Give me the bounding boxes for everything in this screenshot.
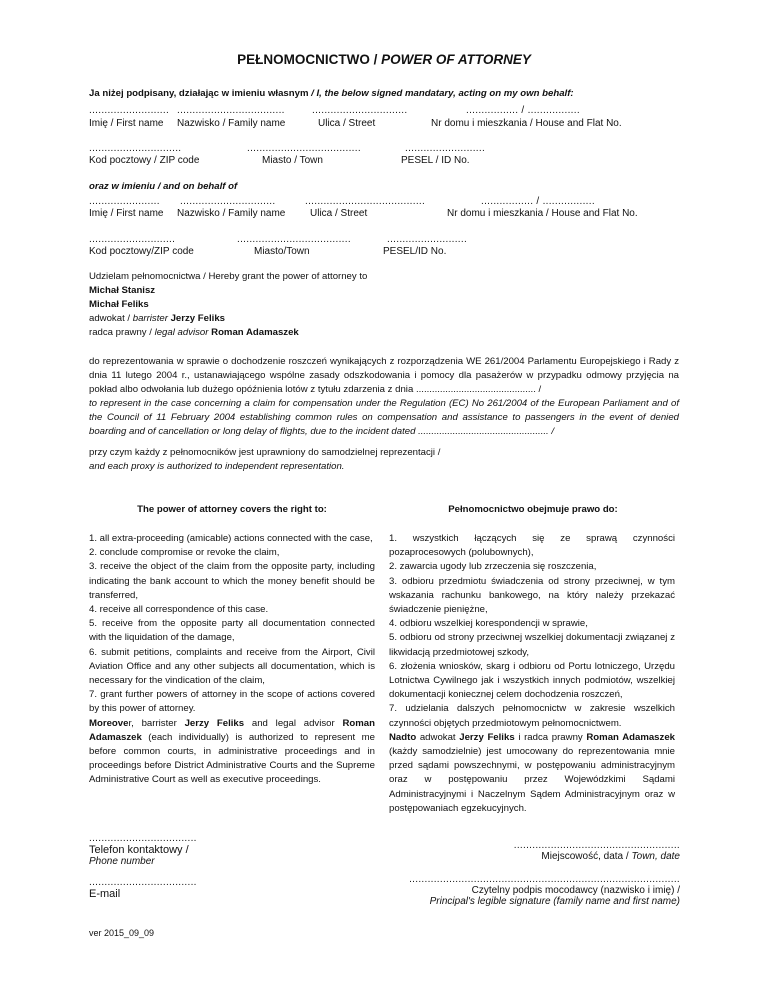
email-block [89, 877, 197, 900]
email-field[interactable]: ................................... [89, 877, 197, 888]
behalf-family-name-label: Nazwisko / Family name [177, 208, 286, 219]
legal-advisor-line: radca prawny / legal advisor Roman Adamaszek [89, 327, 299, 338]
title-english: POWER OF ATTORNEY [381, 52, 531, 67]
family-name-field[interactable]: ................................... [177, 105, 285, 116]
place-date-label: Miejscowość, data / Town, date [541, 851, 680, 862]
email-label: E-mail [89, 888, 121, 900]
behalf-pesel-label: PESEL/ID No. [383, 246, 447, 257]
first-name-field[interactable]: .......................... [89, 105, 170, 116]
proxy-name: Michał Feliks [89, 299, 149, 310]
phone-label-english: Phone number [89, 856, 155, 867]
list-item: 4. receive all correspondence of this case. [89, 604, 269, 616]
phone-block [89, 833, 197, 867]
behalf-first-name-label: Imię / First name [89, 208, 164, 219]
list-item: 3. odbioru przedmiotu świadczenia od strony przeciwnej, w tym wskazania rachunku bankowego, na który należy przekazać świadczenie pieniężne, [389, 575, 675, 616]
representation-paragraph [89, 355, 679, 439]
pesel-field[interactable]: .......................... [405, 143, 486, 154]
first-name-label: Imię / First name [89, 118, 164, 129]
list-item: 6. złożenia wniosków, skarg i odbioru od Portu lotniczego, Urzędu Lotnictwa Cywilnego jak i wszystkich innych podmiotów, wszelkiej dokumentacji koniecznej celem dochodzenia roszczeń, [389, 660, 675, 701]
phone-label: Telefon kontaktowy / [89, 844, 189, 856]
signature-block [400, 874, 680, 907]
representation-polish: do reprezentowania w sprawie o dochodzenie roszczeń wynikających z rozporządzenia WE 261/2004 Parlamentu Europejskiego i Rady z dnia 11 lutego 2004 r., ustanawiającego wspólne zasady odszkodowania i pomocy dla pasażerów w przypadku odmowy przyjęcia na pokład albo odwołania lub dużego opóźnienia lotów z tytułu zdarzenia z dnia ............................................. / [89, 356, 679, 395]
behalf-first-name-field[interactable]: ....................... [89, 196, 160, 207]
behalf-street-label: Ulica / Street [310, 208, 368, 219]
behalf-street-field[interactable]: ....................................... [305, 196, 426, 207]
signature-label: Czytelny podpis mocodawcy (nazwisko i imię) / [471, 885, 680, 896]
list-item: 7. udzielania dalszych pełnomocnictw w zakresie wszelkich czynności objętych przedmiotowym pełnomocnictwem. [389, 703, 675, 729]
list-item: 3. receive the object of the claim from the opposite party, including indicating the bank account to which the money benefit should be transferred, [89, 561, 375, 601]
list-item: 5. odbioru od strony przeciwnej wszelkiej dokumentacji związanej z likwidacją przedmiotowej szkody, [389, 632, 675, 658]
family-name-label: Nazwisko / Family name [177, 118, 286, 129]
independent-representation: przy czym każdy z pełnomocników jest uprawniony do samodzielnej reprezentacji / and each proxy is authorized to independent representation. [89, 447, 441, 472]
title-polish: PEŁNOMOCNICTWO / [237, 52, 382, 67]
place-date-block [470, 840, 680, 862]
scope-heading-polish: Pełnomocnictwo obejmuje prawo do: [448, 504, 618, 515]
pesel-label: PESEL / ID No. [401, 155, 470, 166]
signature-field[interactable]: ........................................................................................ [409, 874, 680, 885]
scope-polish-list [389, 532, 675, 816]
street-label: Ulica / Street [318, 118, 376, 129]
house-flat-field[interactable]: ................. / ................. [466, 105, 580, 116]
behalf-zip-field[interactable]: ............................ [89, 234, 176, 245]
list-item: 1. all extra-proceeding (amicable) actions connected with the case, [89, 533, 373, 544]
grant-block [89, 270, 679, 340]
behalf-zip-label: Kod pocztowy/ZIP code [89, 246, 194, 257]
behalf-house-flat-label: Nr domu i mieszkania / House and Flat No. [447, 208, 638, 219]
behalf-house-flat-field[interactable]: ................. / ................. [481, 196, 595, 207]
intro-line: Ja niżej podpisany, działając w imieniu własnym / I, the below signed mandatary, acting on my own behalf: [89, 88, 574, 99]
phone-field[interactable]: ................................... [89, 833, 197, 844]
list-item: 6. submit petitions, complaints and receive from the Airport, Civil Aviation Office and any other subjects all documentation, which is necessary for the vindication of the claim, [89, 646, 375, 687]
place-date-field[interactable]: ...................................................... [513, 840, 680, 851]
list-item: 2. zawarcia ugody lub zrzeczenia się roszczenia, [389, 561, 597, 573]
house-flat-label: Nr domu i mieszkania / House and Flat No. [431, 118, 622, 129]
proxy-name: Michał Stanisz [89, 285, 156, 296]
behalf-town-field[interactable]: ..................................... [237, 234, 351, 245]
list-item: 2. conclude compromise or revoke the claim, [89, 547, 280, 559]
list-item: 5. receive from the opposite party all documentation connected with the liquidation of the damage, [89, 618, 375, 644]
scope-final-polish: Nadto adwokat Jerzy Feliks i radca prawny Roman Adamaszek (każdy samodzielnie) jest umocowany do reprezentowania mnie przed sądami powszechnymi, w postępowaniu administracyjnym oraz w postępowaniu przez Wojewódzkimi Sądami Administracyjnymi i Naczelnym Sądem Administracyjnym oraz w postępowaniach egzekucyjnych. [389, 731, 675, 814]
list-item: 1. wszystkich łączących się ze sprawą czynności pozaprocesowych (polubownych), [389, 533, 675, 559]
behalf-town-label: Miasto/Town [254, 246, 310, 257]
zip-label: Kod pocztowy / ZIP code [89, 155, 200, 166]
page-title [0, 52, 768, 67]
list-item: 7. grant further powers of attorney in the scope of actions covered by this power of attorney. [89, 689, 375, 715]
version-label: ver 2015_09_09 [89, 928, 155, 938]
town-label: Miasto / Town [262, 155, 323, 166]
behalf-family-name-field[interactable]: ............................... [180, 196, 276, 207]
grant-line: Udzielam pełnomocnictwa / Hereby grant the power of attorney to [89, 271, 368, 282]
list-item: 4. odbioru wszelkiej korespondencji w sprawie, [389, 618, 588, 630]
town-field[interactable]: ..................................... [247, 143, 361, 154]
behalf-heading: oraz w imieniu / and on behalf of [89, 181, 238, 192]
street-field[interactable]: ............................... [312, 105, 408, 116]
scope-english-list [89, 532, 375, 788]
scope-final-english: Moreover, barrister Jerzy Feliks and legal advisor Roman Adamaszek (each individually) is authorized to represent me before common courts, in administrative proceedings and in proceedings before District Administrative Courts and the Supreme Administrative Court as well as executive proceedings. [89, 717, 375, 786]
behalf-pesel-field[interactable]: .......................... [387, 234, 468, 245]
representation-english: to represent in the case concerning a claim for compensation under the Regulation (EC) No 261/2004 of the European Parliament and of the Council of 11 February 2004 establishing common rules on compensation and assistance to passengers in the event of denied boarding and of cancellation or long delay of flights, due to the incident dated ................................................. / [89, 398, 679, 437]
barrister-line: adwokat / barrister Jerzy Feliks [89, 313, 225, 324]
signature-label-english: Principal's legible signature (family name and first name) [429, 896, 680, 907]
zip-field[interactable]: .............................. [89, 143, 182, 154]
scope-heading-english: The power of attorney covers the right to: [137, 504, 327, 515]
